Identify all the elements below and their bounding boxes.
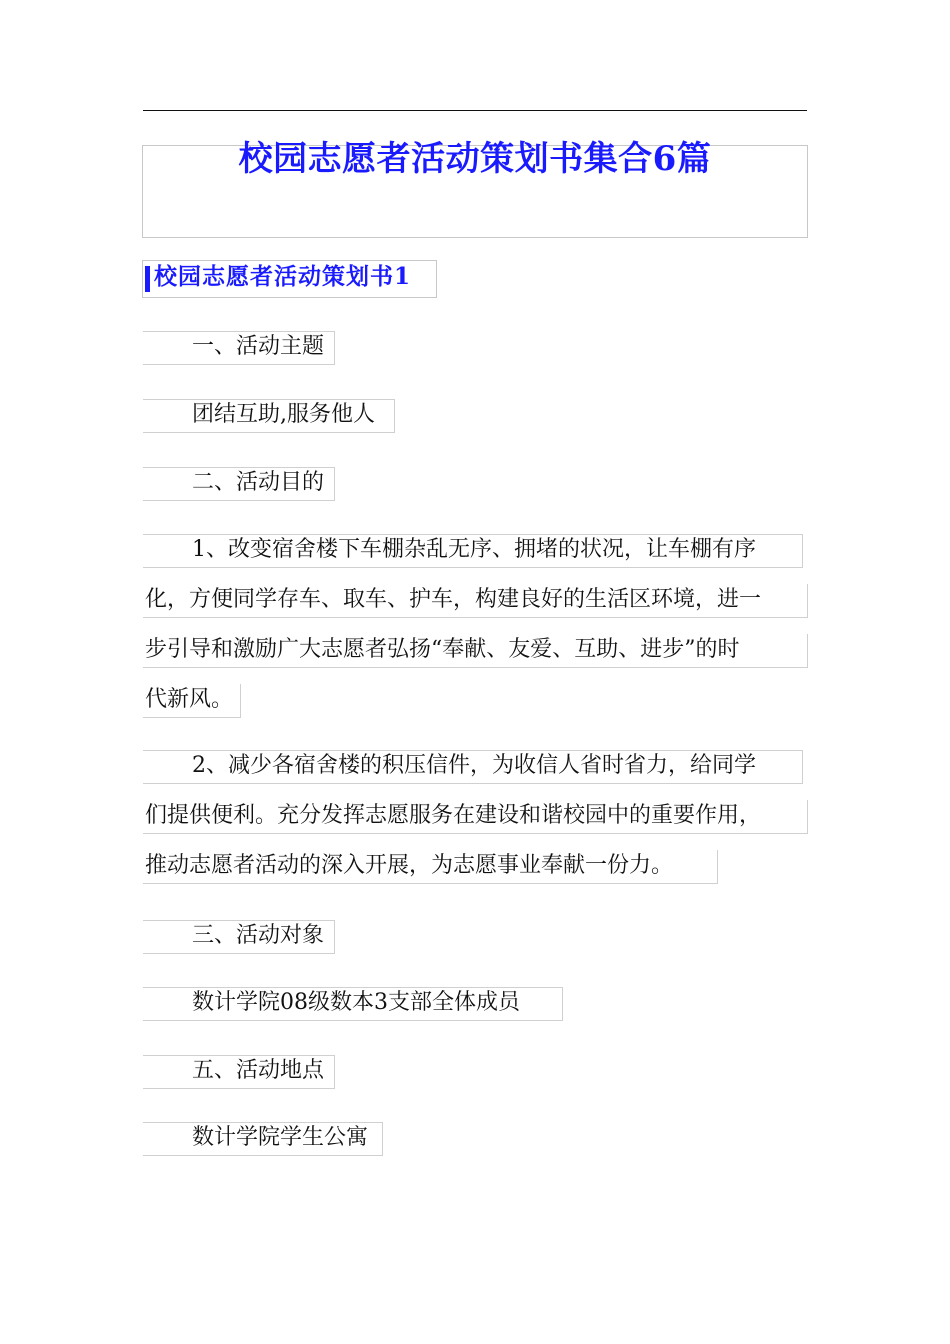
heading-activity-theme: 一、活动主题	[192, 334, 325, 359]
location-text: 数计学院学生公寓	[192, 1125, 369, 1150]
purpose-1-line-4: 代新风。	[145, 687, 234, 712]
section-marker	[145, 266, 150, 292]
header-rule	[143, 110, 807, 111]
purpose-1-line-1: 1、改变宿舍楼下车棚杂乱无序、拥堵的状况，让车棚有序	[192, 537, 756, 562]
theme-text: 团结互助,服务他人	[192, 402, 375, 427]
purpose-1-line-2: 化，方便同学存车、取车、护车，构建良好的生活区环境，进一	[145, 587, 762, 612]
purpose-2-line-2: 们提供便利。充分发挥志愿服务在建设和谐校园中的重要作用，	[145, 803, 762, 828]
heading-activity-location: 五、活动地点	[192, 1058, 325, 1083]
purpose-1-line-3: 步引导和激励广大志愿者弘扬“奉献、友爱、互助、进步”的时	[145, 637, 740, 662]
heading-activity-purpose: 二、活动目的	[192, 470, 325, 495]
section-heading: 校园志愿者活动策划书1	[154, 263, 412, 290]
document-title: 校园志愿者活动策划书集合6篇	[238, 139, 712, 179]
purpose-2-line-3: 推动志愿者活动的深入开展，为志愿事业奉献一份力。	[145, 853, 674, 878]
purpose-2-line-1: 2、减少各宿舍楼的积压信件，为收信人省时省力，给同学	[192, 753, 756, 778]
heading-activity-target: 三、活动对象	[192, 923, 325, 948]
target-text: 数计学院08级数本3支部全体成员	[192, 990, 520, 1015]
